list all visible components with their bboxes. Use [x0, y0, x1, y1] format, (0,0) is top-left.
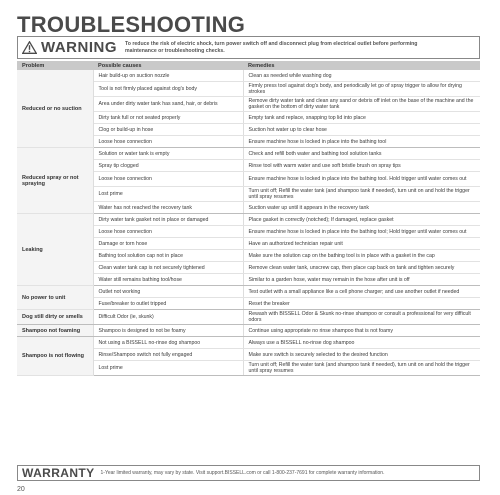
cause-cell: Clean water tank cap is not securely tightened [93, 262, 243, 274]
table-row [17, 310, 480, 325]
remedy-cell: Always use a BISSELL no-rinse dog shampoo [243, 337, 480, 349]
remedy-cell: Clean as needed while washing dog [243, 70, 480, 82]
remedy-cell: Make sure the solution cap on the bathing tool is in place with a gasket in the cap [243, 250, 480, 262]
warranty-box [17, 465, 480, 481]
remedy-cell: Ensure machine hose is locked in place into the bathing tool [243, 136, 480, 148]
warranty-label: WARRANTY [22, 466, 95, 480]
table-header-row [17, 61, 480, 70]
remedy-cell: Empty tank and replace, snapping top lid into place [243, 112, 480, 124]
warranty-text: 1-Year limited warranty, may vary by state. Visit support.BISSELL.com or call 1-800-237-7691 for complete warranty information. [100, 470, 385, 476]
cause-cell: Spray tip clogged [93, 160, 243, 172]
remedy-cell: Ensure machine hose is locked in place into the bathing tool; Hold trigger until water comes out [243, 226, 480, 238]
cause-cell: Damage or torn hose [93, 238, 243, 250]
cause-cell: Lost prime [93, 361, 243, 376]
table-row [17, 214, 480, 226]
table-body [17, 70, 480, 376]
cause-cell: Tool is not firmly placed against dog's body [93, 82, 243, 97]
remedy-cell: Turn unit off; Refill the water tank (and shampoo tank if needed), turn unit on and hold the trigger until spray resumes [243, 361, 480, 376]
table-row [17, 325, 480, 337]
cause-cell: Fuse/breaker to outlet tripped [93, 298, 243, 310]
remedy-cell: Make sure switch is securely selected to the desired function [243, 349, 480, 361]
problem-cell: Reduced spray or not spraying [17, 148, 93, 214]
cause-cell: Loose hose connection [93, 136, 243, 148]
header-remedies: Remedies [243, 61, 480, 70]
cause-cell: Loose hose connection [93, 172, 243, 187]
cause-cell: Hair build-up on suction nozzle [93, 70, 243, 82]
warning-box [17, 36, 480, 59]
cause-cell: Not using a BISSELL no-rinse dog shampoo [93, 337, 243, 349]
cause-cell: Water still remains bathing tool/hose [93, 274, 243, 286]
warning-triangle-icon [22, 41, 37, 54]
cause-cell: Difficult Odor (ie, skunk) [93, 310, 243, 325]
cause-cell: Water has not reached the recovery tank [93, 202, 243, 214]
remedy-cell: Ensure machine hose is locked in place into the bathing tool. Hold trigger until water comes out [243, 172, 480, 187]
problem-cell: Shampoo is not flowing [17, 337, 93, 376]
table-row [17, 70, 480, 82]
remedy-cell: Have an authorized technician repair unit [243, 238, 480, 250]
cause-cell: Outlet not working [93, 286, 243, 298]
cause-cell: Loose hose connection [93, 226, 243, 238]
remedy-cell: Check and refill both water and bathing tool solution tanks [243, 148, 480, 160]
cause-cell: Rinse/Shampoo switch not fully engaged [93, 349, 243, 361]
header-problem: Problem [17, 61, 93, 70]
remedy-cell: Continue using appropriate no rinse shampoo that is not foamy [243, 325, 480, 337]
remedy-cell: Place gasket in correctly (notched); If damaged, replace gasket [243, 214, 480, 226]
cause-cell: Clog or build-up in hose [93, 124, 243, 136]
remedy-cell: Rewash with BISSELL Odor & Skunk no-rinse shampoo or consult a professional for very difficult odors [243, 310, 480, 325]
cause-cell: Solution or water tank is empty [93, 148, 243, 160]
problem-cell: Dog still dirty or smells [17, 310, 93, 325]
remedy-cell: Remove dirty water tank and clean any sand or debris off inlet on the base of the machine and the gasket on the bottom of dirty water tank [243, 97, 480, 112]
remedy-cell: Turn unit off; Refill the water tank (and shampoo tank if needed), turn unit on and hold the trigger until spray resumes [243, 187, 480, 202]
cause-cell: Area under dirty water tank has sand, hair, or debris [93, 97, 243, 112]
remedy-cell: Rinse tool with warm water and use soft bristle brush on spray tips [243, 160, 480, 172]
remedy-cell: Remove clean water tank, unscrew cap, then place cap back on tank and tighten securely [243, 262, 480, 274]
problem-cell: Reduced or no suction [17, 70, 93, 148]
page-number: 20 [17, 486, 25, 493]
remedy-cell: Test outlet with a small appliance like a cell phone charger; and use another outlet if needed [243, 286, 480, 298]
remedy-cell: Suction water up until it appears in the recovery tank [243, 202, 480, 214]
table-row [17, 148, 480, 160]
remedy-cell: Similar to a garden hose, water may remain in the hose after unit is off [243, 274, 480, 286]
troubleshooting-table [17, 61, 480, 376]
warning-text: To reduce the risk of electric shock, turn power switch off and disconnect plug from electrical outlet before performing maintenance or troubleshooting checks. [125, 40, 418, 54]
problem-cell: Leaking [17, 214, 93, 286]
remedy-cell: Suction hot water up to clear hose [243, 124, 480, 136]
table-row [17, 337, 480, 349]
table-row [17, 286, 480, 298]
cause-cell: Dirty water tank gasket not in place or damaged [93, 214, 243, 226]
cause-cell: Shampoo is designed to not be foamy [93, 325, 243, 337]
header-possible-causes: Possible causes [93, 61, 243, 70]
cause-cell: Lost prime [93, 187, 243, 202]
problem-cell: No power to unit [17, 286, 93, 310]
cause-cell: Dirty tank full or not seated properly [93, 112, 243, 124]
cause-cell: Bathing tool solution cap not in place [93, 250, 243, 262]
problem-cell: Shampoo not foaming [17, 325, 93, 337]
warning-label: WARNING [41, 39, 117, 56]
remedy-cell: Reset the breaker [243, 298, 480, 310]
page-title: TROUBLESHOOTING [17, 12, 246, 37]
remedy-cell: Firmly press tool against dog's body, and periodically let go of spray trigger to allow for drying strokes [243, 82, 480, 97]
